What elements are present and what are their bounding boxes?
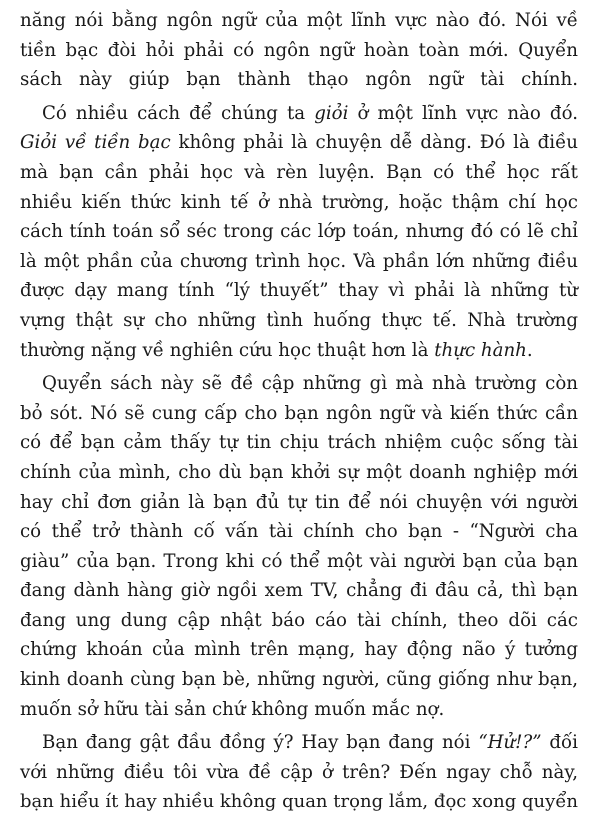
text-run: chứng khoán của mình trên mạng, hay động não ý tưởng (20, 639, 578, 661)
text-run: bỏ sót. Nó sẽ cung cấp cho bạn ngôn ngữ và kiến thức cần (20, 402, 578, 424)
italic-text: giỏi (314, 102, 349, 124)
text-line (20, 758, 578, 788)
text-line (20, 306, 578, 336)
text-run: nhiều kiến thức kinh tế ở nhà trường, hoặc thậm chí học (20, 191, 578, 213)
text-run: . (526, 339, 533, 361)
text-line (20, 606, 578, 636)
text-line (20, 247, 578, 277)
text-run: cách tính toán sổ séc trong các lớp toán, nhưng đó có lẽ chỉ (20, 221, 578, 243)
italic-text: Giỏi về tiền bạc (20, 132, 171, 154)
text-run: có để bạn cảm thấy tự tin chịu trách nhiệm cuộc sống tài (20, 432, 578, 454)
text-line (20, 428, 578, 458)
text-run: không phải là chuyện dễ dàng. Đó là điều (170, 132, 578, 154)
text-run: đang dành hàng giờ ngồi xem TV, chẳng đi đâu cả, thì bạn (20, 580, 578, 602)
text-line (20, 336, 578, 366)
text-line (20, 399, 578, 429)
text-run: Quyển sách này sẽ đề cập những gì mà nhà trường còn (42, 373, 578, 395)
text-run: Bạn đang gật đầu đồng ý? Hay bạn đang nói (42, 732, 479, 754)
paragraph-3 (20, 369, 578, 724)
text-line (20, 276, 578, 306)
text-line (20, 665, 578, 695)
text-line (20, 728, 578, 758)
text-run: có thể trở thành cố vấn tài chính cho bạn - “Người cha (20, 521, 578, 543)
text-line (20, 488, 578, 518)
text-line (20, 128, 578, 158)
text-run: giàu” của bạn. Trong khi có thể một vài người bạn của bạn (20, 550, 578, 572)
text-line (20, 188, 578, 218)
italic-text: thực hành (434, 339, 527, 361)
text-run: sách này giúp bạn thành thạo ngôn ngữ tài chính. (20, 69, 578, 91)
text-line (20, 787, 578, 817)
text-line (20, 576, 578, 606)
text-run: Có nhiều cách để chúng ta (42, 102, 315, 124)
italic-text: “Hử!?” (478, 732, 542, 754)
paragraph-1 (20, 6, 578, 95)
text-run: thường nặng về nghiên cứu học thuật hơn là (20, 339, 435, 361)
text-run: bạn hiểu ít hay nhiều không quan trọng lắm, đọc xong quyển (20, 791, 578, 813)
text-line (20, 547, 578, 577)
text-run: hay chỉ đơn giản là bạn đủ tự tin để nói chuyện với người (20, 491, 578, 513)
text-run: mà bạn cần phải học và rèn luyện. Bạn có thể học rất (20, 161, 578, 183)
text-line (20, 695, 578, 725)
text-line (20, 517, 578, 547)
text-line (20, 635, 578, 665)
text-line (20, 99, 578, 129)
text-line (20, 158, 578, 188)
text-run: với những điều tôi vừa đề cập ở trên? Đến ngay chỗ này, (20, 761, 578, 783)
text-run: tiền bạc đòi hỏi phải có ngôn ngữ hoàn toàn mới. Quyển (20, 39, 578, 61)
text-run: đối (541, 732, 578, 754)
text-run: vựng thật sự cho những tình huống thực tế. Nhà trường (20, 309, 578, 331)
text-line (20, 458, 578, 488)
text-run: kinh doanh cùng bạn bè, những người, cũng giống như bạn, (20, 669, 578, 691)
text-line (20, 36, 578, 66)
text-run: chính của mình, cho dù bạn khởi sự một doanh nghiệp mới (20, 461, 578, 483)
text-line (20, 217, 578, 247)
text-run: năng nói bằng ngôn ngữ của một lĩnh vực nào đó. Nói về (20, 10, 578, 31)
text-run: muốn sở hữu tài sản chứ không muốn mắc nợ. (20, 698, 445, 720)
text-line (20, 65, 578, 95)
text-run: đang ung dung cập nhật báo cáo tài chính, theo dõi các (20, 609, 578, 631)
text-run: được dạy mang tính “lý thuyết” thay vì phải là những từ (20, 280, 578, 302)
text-run: ở một lĩnh vực nào đó. (348, 102, 578, 124)
paragraph-4 (20, 728, 578, 817)
text-run: là một phần của chương trình học. Và phần lớn những điều (20, 250, 578, 272)
paragraph-2 (20, 99, 578, 365)
text-line (20, 369, 578, 399)
text-line (20, 6, 578, 36)
